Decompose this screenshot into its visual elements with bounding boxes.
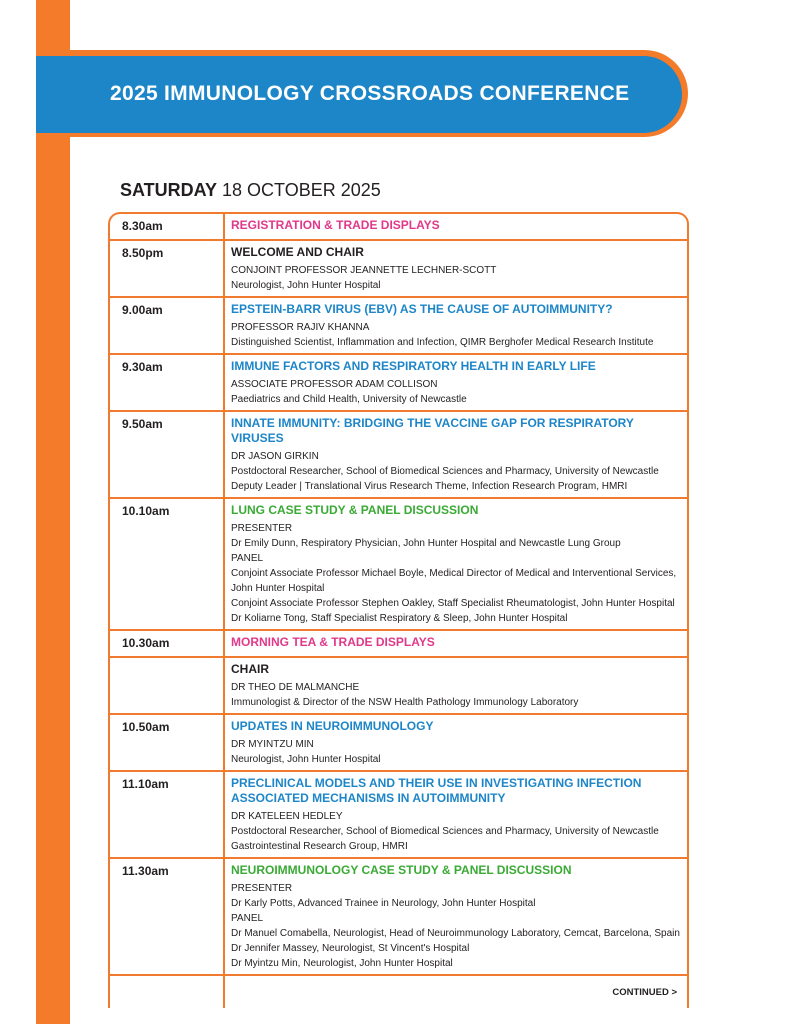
speaker-role: Postdoctoral Researcher, School of Biomedical Sciences and Pharmacy, University of Newcastle (231, 466, 659, 477)
continued-label: CONTINUED > (612, 987, 677, 998)
schedule-row (110, 214, 687, 239)
panelist: Dr Myintzu Min, Neurologist, John Hunter Hospital (231, 958, 453, 969)
schedule-row (110, 239, 687, 296)
session-time: 9.00am (110, 298, 225, 353)
session-time: 11.30am (110, 859, 225, 974)
session-time: 10.10am (110, 499, 225, 629)
speaker-name: DR KATELEEN HEDLEY (231, 811, 343, 822)
session-content (225, 631, 687, 656)
session-title: LUNG CASE STUDY & PANEL DISCUSSION (231, 503, 479, 517)
session-time: 9.30am (110, 355, 225, 410)
session-title: EPSTEIN-BARR VIRUS (EBV) AS THE CAUSE OF AUTOIMMUNITY? (231, 302, 613, 316)
presenter: Dr Karly Potts, Advanced Trainee in Neurology, John Hunter Hospital (231, 898, 536, 909)
schedule-row-continued (110, 974, 687, 1008)
session-title: CHAIR (231, 662, 269, 676)
panelist: John Hunter Hospital (231, 583, 325, 594)
panel-label: PANEL (231, 553, 264, 564)
content-area-corner (70, 137, 791, 177)
session-content (225, 298, 687, 353)
session-content (225, 715, 687, 770)
session-title: NEUROIMMUNOLOGY CASE STUDY & PANEL DISCUSSION (231, 863, 572, 877)
day-heading (120, 180, 381, 201)
speaker-role: Gastrointestinal Research Group, HMRI (231, 841, 408, 852)
session-time-empty (110, 976, 225, 1008)
conference-title: 2025 IMMUNOLOGY CROSSROADS CONFERENCE (110, 82, 630, 105)
speaker-role: Immunologist & Director of the NSW Health Pathology Immunology Laboratory (231, 697, 579, 708)
session-content (225, 214, 687, 239)
speaker-name: CONJOINT PROFESSOR JEANNETTE LECHNER-SCOTT (231, 265, 497, 276)
speaker-role: Paediatrics and Child Health, University of Newcastle (231, 394, 467, 405)
panelist: Conjoint Associate Professor Stephen Oakley, Staff Specialist Rheumatologist, John Hunter Hospital (231, 598, 675, 609)
session-title: PRECLINICAL MODELS AND THEIR USE IN INVESTIGATING INFECTION ASSOCIATED MECHANISMS IN AUTOIMMUNITY (231, 776, 642, 805)
left-accent-bar (36, 0, 70, 1024)
session-content (225, 976, 687, 1008)
session-content (225, 859, 687, 974)
session-content (225, 499, 687, 629)
session-time: 9.50am (110, 412, 225, 497)
session-title: UPDATES IN NEUROIMMUNOLOGY (231, 719, 434, 733)
schedule-row (110, 770, 687, 857)
speaker-role: Deputy Leader | Translational Virus Research Theme, Infection Research Program, HMRI (231, 481, 628, 492)
session-title: WELCOME AND CHAIR (231, 245, 364, 259)
speaker-role: Neurologist, John Hunter Hospital (231, 754, 381, 765)
panelist: Dr Jennifer Massey, Neurologist, St Vincent's Hospital (231, 943, 470, 954)
session-time: 10.30am (110, 631, 225, 656)
session-time: 11.10am (110, 772, 225, 857)
schedule-row (110, 857, 687, 974)
schedule-row (110, 497, 687, 629)
schedule-table (108, 212, 689, 1008)
session-content (225, 772, 687, 857)
speaker-name: PROFESSOR RAJIV KHANNA (231, 322, 370, 333)
session-title: REGISTRATION & TRADE DISPLAYS (231, 218, 440, 232)
schedule-row (110, 410, 687, 497)
speaker-name: ASSOCIATE PROFESSOR ADAM COLLISON (231, 379, 438, 390)
session-content (225, 241, 687, 296)
panelist: Dr Koliarne Tong, Staff Specialist Respiratory & Sleep, John Hunter Hospital (231, 613, 568, 624)
session-time: 8.30am (110, 214, 225, 239)
presenter: Dr Emily Dunn, Respiratory Physician, John Hunter Hospital and Newcastle Lung Group (231, 538, 621, 549)
session-time: 8.50pm (110, 241, 225, 296)
session-title: MORNING TEA & TRADE DISPLAYS (231, 635, 435, 649)
day-date: 18 OCTOBER 2025 (222, 180, 381, 200)
session-content (225, 355, 687, 410)
schedule-row (110, 713, 687, 770)
session-time: 10.50am (110, 715, 225, 770)
schedule-row (110, 353, 687, 410)
session-title: IMMUNE FACTORS AND RESPIRATORY HEALTH IN EARLY LIFE (231, 359, 596, 373)
presenter-label: PRESENTER (231, 523, 293, 534)
speaker-name: DR JASON GIRKIN (231, 451, 319, 462)
schedule-row (110, 656, 687, 713)
speaker-name: DR THEO DE MALMANCHE (231, 682, 360, 693)
top-white-area (70, 0, 791, 50)
session-time (110, 658, 225, 713)
panelist: Conjoint Associate Professor Michael Boyle, Medical Director of Medical and Interventional Services, (231, 568, 677, 579)
schedule-row (110, 296, 687, 353)
session-content (225, 658, 687, 713)
session-content (225, 412, 687, 497)
speaker-role: Neurologist, John Hunter Hospital (231, 280, 381, 291)
speaker-role: Distinguished Scientist, Inflammation and Infection, QIMR Berghofer Medical Research Institute (231, 337, 654, 348)
day-name: SATURDAY (120, 180, 218, 200)
presenter-label: PRESENTER (231, 883, 293, 894)
schedule-row (110, 629, 687, 656)
speaker-name: DR MYINTZU MIN (231, 739, 314, 750)
session-title: INNATE IMMUNITY: BRIDGING THE VACCINE GAP FOR RESPIRATORY VIRUSES (231, 416, 634, 445)
panel-label: PANEL (231, 913, 264, 924)
speaker-role: Postdoctoral Researcher, School of Biomedical Sciences and Pharmacy, University of Newcastle (231, 826, 659, 837)
panelist: Dr Manuel Comabella, Neurologist, Head of Neuroimmunology Laboratory, Cemcat, Barcelona, Spain (231, 928, 680, 939)
